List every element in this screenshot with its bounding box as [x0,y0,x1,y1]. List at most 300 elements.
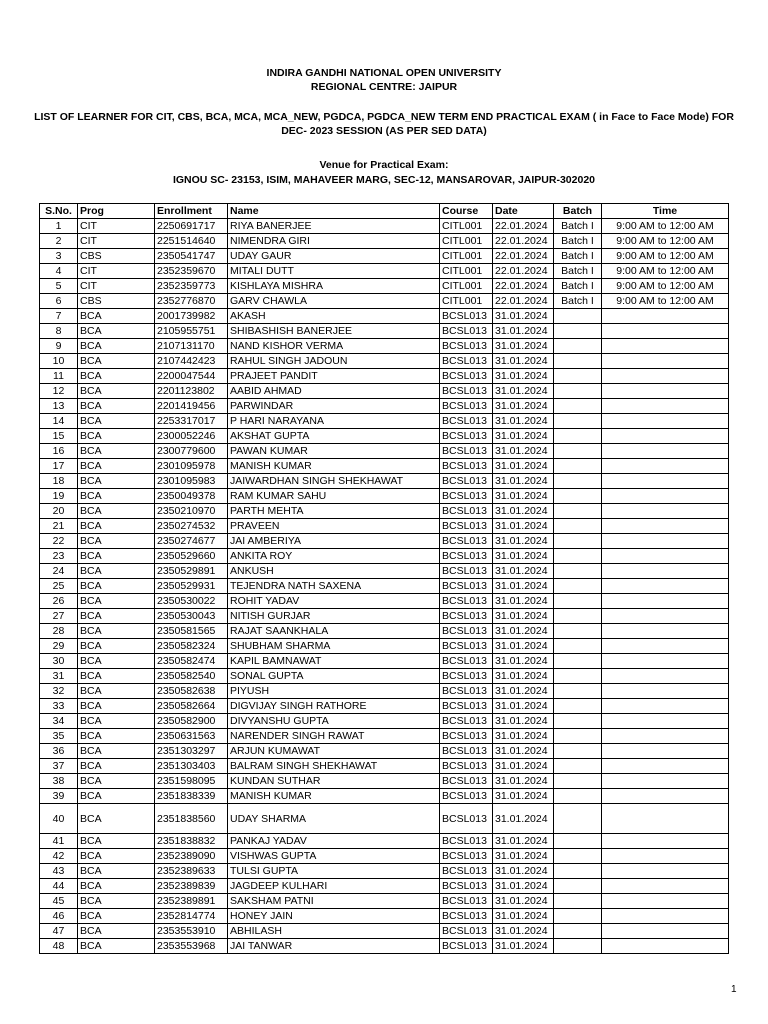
cell-date: 31.01.2024 [493,309,554,324]
table-row [40,279,729,294]
cell-enrollment: 2350530022 [155,594,228,609]
cell-name: JAIWARDHAN SINGH SHEKHAWAT [228,474,440,489]
cell-batch [554,744,602,759]
cell-enrollment: 2350581565 [155,624,228,639]
cell-time: 9:00 AM to 12:00 AM [602,249,729,264]
cell-name: DIGVIJAY SINGH RATHORE [228,699,440,714]
cell-course: BCSL013 [440,639,493,654]
cell-enrollment: 2300052246 [155,429,228,444]
cell-sno: 29 [40,639,78,654]
cell-date: 22.01.2024 [493,279,554,294]
cell-course: BCSL013 [440,429,493,444]
table-row [40,624,729,639]
cell-prog: BCA [78,519,155,534]
cell-date: 31.01.2024 [493,579,554,594]
cell-date: 31.01.2024 [493,879,554,894]
cell-enrollment: 2351838560 [155,804,228,834]
table-row [40,234,729,249]
cell-name: ANKITA ROY [228,549,440,564]
cell-batch [554,339,602,354]
table-row [40,744,729,759]
cell-date: 31.01.2024 [493,384,554,399]
cell-date: 31.01.2024 [493,939,554,954]
cell-batch [554,309,602,324]
cell-prog: CIT [78,234,155,249]
cell-enrollment: 2352359670 [155,264,228,279]
cell-enrollment: 2250691717 [155,219,228,234]
cell-name: PRAVEEN [228,519,440,534]
cell-sno: 39 [40,789,78,804]
cell-course: BCSL013 [440,714,493,729]
cell-date: 31.01.2024 [493,369,554,384]
cell-prog: BCA [78,789,155,804]
cell-date: 31.01.2024 [493,759,554,774]
cell-enrollment: 2351303297 [155,744,228,759]
cell-time [602,894,729,909]
cell-sno: 31 [40,669,78,684]
table-row [40,354,729,369]
cell-date: 31.01.2024 [493,489,554,504]
cell-prog: BCA [78,399,155,414]
cell-enrollment: 2001739982 [155,309,228,324]
cell-course: BCSL013 [440,744,493,759]
cell-date: 31.01.2024 [493,459,554,474]
table-row [40,459,729,474]
table-row [40,654,729,669]
cell-enrollment: 2352814774 [155,909,228,924]
cell-name: SHUBHAM SHARMA [228,639,440,654]
cell-name: ABHILASH [228,924,440,939]
table-row [40,879,729,894]
cell-time [602,609,729,624]
table-row [40,909,729,924]
cell-name: ARJUN KUMAWAT [228,744,440,759]
cell-prog: BCA [78,669,155,684]
cell-prog: BCA [78,744,155,759]
cell-date: 31.01.2024 [493,624,554,639]
cell-time [602,744,729,759]
cell-date: 31.01.2024 [493,429,554,444]
cell-date: 31.01.2024 [493,564,554,579]
learner-table [39,203,729,954]
cell-course: BCSL013 [440,579,493,594]
cell-sno: 8 [40,324,78,339]
cell-date: 31.01.2024 [493,924,554,939]
cell-name: KISHLAYA MISHRA [228,279,440,294]
col-header-batch: Batch [554,204,602,219]
cell-name: JAI AMBERIYA [228,534,440,549]
table-row [40,369,729,384]
cell-course: BCSL013 [440,879,493,894]
cell-batch [554,909,602,924]
cell-prog: BCA [78,354,155,369]
cell-sno: 30 [40,654,78,669]
col-header-sno: S.No. [40,204,78,219]
cell-name: MANISH KUMAR [228,789,440,804]
cell-name: RIYA BANERJEE [228,219,440,234]
cell-sno: 45 [40,894,78,909]
cell-time [602,759,729,774]
cell-prog: BCA [78,384,155,399]
cell-course: BCSL013 [440,774,493,789]
cell-batch [554,594,602,609]
cell-prog: BCA [78,804,155,834]
cell-enrollment: 2107131170 [155,339,228,354]
cell-date: 22.01.2024 [493,294,554,309]
cell-enrollment: 2352389891 [155,894,228,909]
cell-name: HONEY JAIN [228,909,440,924]
cell-prog: BCA [78,894,155,909]
cell-course: CITL001 [440,249,493,264]
cell-date: 31.01.2024 [493,699,554,714]
cell-batch: Batch I [554,249,602,264]
cell-date: 31.01.2024 [493,339,554,354]
cell-time: 9:00 AM to 12:00 AM [602,264,729,279]
list-title: LIST OF LEARNER FOR CIT, CBS, BCA, MCA, MCA_NEW, PGDCA, PGDCA_NEW TERM END PRACTICAL EXAM ( in Face to Face Mode) FOR DEC- 2023 SESSION (AS PER SED DATA) [34,111,734,137]
table-row [40,264,729,279]
table-row [40,549,729,564]
cell-name: MITALI DUTT [228,264,440,279]
cell-name: JAI TANWAR [228,939,440,954]
cell-prog: BCA [78,924,155,939]
cell-course: BCSL013 [440,849,493,864]
cell-enrollment: 2350529660 [155,549,228,564]
cell-batch [554,354,602,369]
cell-time [602,624,729,639]
table-row [40,294,729,309]
table-row [40,384,729,399]
cell-name: SAKSHAM PATNI [228,894,440,909]
cell-date: 31.01.2024 [493,534,554,549]
cell-date: 31.01.2024 [493,474,554,489]
cell-enrollment: 2352389633 [155,864,228,879]
cell-batch [554,609,602,624]
cell-course: BCSL013 [440,909,493,924]
cell-sno: 11 [40,369,78,384]
cell-batch [554,834,602,849]
table-row [40,714,729,729]
cell-course: BCSL013 [440,654,493,669]
cell-date: 31.01.2024 [493,504,554,519]
table-row [40,564,729,579]
cell-course: BCSL013 [440,369,493,384]
cell-name: TULSI GUPTA [228,864,440,879]
cell-course: BCSL013 [440,939,493,954]
cell-sno: 20 [40,504,78,519]
cell-time [602,459,729,474]
cell-batch [554,714,602,729]
cell-prog: BCA [78,624,155,639]
cell-course: CITL001 [440,219,493,234]
cell-time [602,309,729,324]
venue-address: IGNOU SC- 23153, ISIM, MAHAVEER MARG, SEC-12, MANSAROVAR, JAIPUR-302020 [172,174,596,186]
cell-name: UDAY SHARMA [228,804,440,834]
cell-sno: 38 [40,774,78,789]
cell-course: BCSL013 [440,924,493,939]
cell-batch [554,489,602,504]
cell-prog: BCA [78,444,155,459]
cell-enrollment: 2301095983 [155,474,228,489]
cell-enrollment: 2352389839 [155,879,228,894]
cell-prog: BCA [78,474,155,489]
venue-label: Venue for Practical Exam: [319,159,449,171]
cell-prog: BCA [78,654,155,669]
cell-name: VISHWAS GUPTA [228,849,440,864]
cell-enrollment: 2351838339 [155,789,228,804]
cell-course: BCSL013 [440,384,493,399]
cell-sno: 42 [40,849,78,864]
cell-enrollment: 2350582324 [155,639,228,654]
cell-time [602,939,729,954]
cell-enrollment: 2350274532 [155,519,228,534]
col-header-date: Date [493,204,554,219]
cell-prog: BCA [78,579,155,594]
cell-sno: 6 [40,294,78,309]
cell-name: MANISH KUMAR [228,459,440,474]
cell-enrollment: 2350582900 [155,714,228,729]
cell-batch [554,849,602,864]
cell-batch [554,519,602,534]
cell-date: 22.01.2024 [493,264,554,279]
table-row [40,444,729,459]
cell-date: 31.01.2024 [493,894,554,909]
cell-name: AKSHAT GUPTA [228,429,440,444]
cell-name: KAPIL BAMNAWAT [228,654,440,669]
cell-enrollment: 2350529891 [155,564,228,579]
cell-date: 31.01.2024 [493,684,554,699]
cell-prog: BCA [78,414,155,429]
cell-prog: BCA [78,774,155,789]
cell-sno: 5 [40,279,78,294]
cell-enrollment: 2353553910 [155,924,228,939]
cell-batch [554,864,602,879]
cell-batch [554,369,602,384]
cell-course: BCSL013 [440,549,493,564]
cell-date: 31.01.2024 [493,909,554,924]
cell-enrollment: 2350541747 [155,249,228,264]
table-row [40,519,729,534]
cell-time [602,519,729,534]
cell-time [602,534,729,549]
table-row [40,729,729,744]
cell-batch: Batch I [554,234,602,249]
cell-name: P HARI NARAYANA [228,414,440,429]
cell-enrollment: 2350582540 [155,669,228,684]
cell-sno: 40 [40,804,78,834]
cell-batch [554,684,602,699]
cell-prog: BCA [78,504,155,519]
cell-batch [554,414,602,429]
cell-course: BCSL013 [440,324,493,339]
cell-time [602,474,729,489]
table-row [40,219,729,234]
cell-sno: 18 [40,474,78,489]
cell-batch [554,939,602,954]
cell-batch [554,894,602,909]
cell-enrollment: 2351838832 [155,834,228,849]
table-row [40,684,729,699]
cell-course: CITL001 [440,294,493,309]
cell-time [602,849,729,864]
cell-prog: BCA [78,639,155,654]
cell-time [602,339,729,354]
cell-batch [554,459,602,474]
cell-course: BCSL013 [440,759,493,774]
cell-name: SONAL GUPTA [228,669,440,684]
table-row [40,699,729,714]
cell-date: 31.01.2024 [493,609,554,624]
cell-sno: 2 [40,234,78,249]
cell-sno: 3 [40,249,78,264]
cell-prog: CBS [78,294,155,309]
cell-time [602,714,729,729]
cell-sno: 12 [40,384,78,399]
cell-name: RAM KUMAR SAHU [228,489,440,504]
table-row [40,669,729,684]
cell-time: 9:00 AM to 12:00 AM [602,294,729,309]
cell-course: BCSL013 [440,399,493,414]
cell-enrollment: 2351303403 [155,759,228,774]
cell-enrollment: 2350274677 [155,534,228,549]
table-row [40,399,729,414]
cell-time [602,564,729,579]
cell-name: JAGDEEP KULHARI [228,879,440,894]
cell-enrollment: 2353553968 [155,939,228,954]
table-row [40,834,729,849]
cell-time [602,549,729,564]
cell-sno: 37 [40,759,78,774]
cell-date: 22.01.2024 [493,219,554,234]
cell-batch [554,879,602,894]
cell-name: PARWINDAR [228,399,440,414]
cell-course: BCSL013 [440,444,493,459]
cell-course: BCSL013 [440,684,493,699]
cell-batch [554,624,602,639]
cell-prog: BCA [78,909,155,924]
cell-course: BCSL013 [440,729,493,744]
cell-name: NITISH GURJAR [228,609,440,624]
col-header-enrollment: Enrollment [155,204,228,219]
cell-enrollment: 2350529931 [155,579,228,594]
table-row [40,849,729,864]
cell-date: 31.01.2024 [493,444,554,459]
cell-batch [554,729,602,744]
cell-prog: BCA [78,429,155,444]
cell-name: ANKUSH [228,564,440,579]
cell-prog: CBS [78,249,155,264]
cell-course: BCSL013 [440,309,493,324]
cell-enrollment: 2352776870 [155,294,228,309]
cell-time: 9:00 AM to 12:00 AM [602,219,729,234]
table-row [40,249,729,264]
cell-course: BCSL013 [440,474,493,489]
cell-date: 22.01.2024 [493,234,554,249]
cell-sno: 46 [40,909,78,924]
cell-prog: BCA [78,699,155,714]
cell-sno: 44 [40,879,78,894]
cell-batch [554,774,602,789]
table-row [40,924,729,939]
cell-enrollment: 2300779600 [155,444,228,459]
cell-name: AABID AHMAD [228,384,440,399]
cell-prog: BCA [78,849,155,864]
cell-enrollment: 2350049378 [155,489,228,504]
cell-date: 22.01.2024 [493,249,554,264]
cell-enrollment: 2352359773 [155,279,228,294]
cell-batch [554,759,602,774]
cell-batch [554,429,602,444]
cell-prog: BCA [78,339,155,354]
cell-sno: 26 [40,594,78,609]
cell-name: NARENDER SINGH RAWAT [228,729,440,744]
cell-time [602,639,729,654]
cell-prog: CIT [78,264,155,279]
cell-course: BCSL013 [440,489,493,504]
cell-name: NAND KISHOR VERMA [228,339,440,354]
cell-prog: BCA [78,729,155,744]
cell-name: PIYUSH [228,684,440,699]
cell-name: BALRAM SINGH SHEKHAWAT [228,759,440,774]
cell-prog: CIT [78,219,155,234]
cell-batch [554,444,602,459]
cell-prog: BCA [78,564,155,579]
cell-prog: BCA [78,594,155,609]
cell-batch [554,699,602,714]
cell-prog: BCA [78,489,155,504]
cell-prog: BCA [78,879,155,894]
cell-course: BCSL013 [440,624,493,639]
cell-prog: CIT [78,279,155,294]
cell-name: ROHIT YADAV [228,594,440,609]
cell-batch [554,804,602,834]
cell-batch [554,324,602,339]
cell-batch: Batch I [554,219,602,234]
cell-name: PRAJEET PANDIT [228,369,440,384]
cell-course: BCSL013 [440,504,493,519]
cell-sno: 23 [40,549,78,564]
cell-prog: BCA [78,459,155,474]
cell-sno: 1 [40,219,78,234]
cell-course: CITL001 [440,279,493,294]
cell-sno: 13 [40,399,78,414]
cell-sno: 19 [40,489,78,504]
cell-date: 31.01.2024 [493,669,554,684]
regional-centre: REGIONAL CENTRE: JAIPUR [310,81,458,93]
cell-course: BCSL013 [440,594,493,609]
cell-prog: BCA [78,534,155,549]
cell-date: 31.01.2024 [493,774,554,789]
cell-batch: Batch I [554,294,602,309]
cell-name: RAJAT SAANKHALA [228,624,440,639]
cell-time [602,834,729,849]
cell-date: 31.01.2024 [493,714,554,729]
cell-batch [554,789,602,804]
cell-batch [554,504,602,519]
cell-date: 31.01.2024 [493,744,554,759]
cell-prog: BCA [78,939,155,954]
cell-time [602,699,729,714]
cell-enrollment: 2201419456 [155,399,228,414]
cell-name: RAHUL SINGH JADOUN [228,354,440,369]
cell-enrollment: 2201123802 [155,384,228,399]
table-row [40,804,729,834]
cell-course: CITL001 [440,264,493,279]
cell-course: BCSL013 [440,699,493,714]
cell-time [602,774,729,789]
cell-sno: 43 [40,864,78,879]
cell-time [602,924,729,939]
cell-batch: Batch I [554,279,602,294]
